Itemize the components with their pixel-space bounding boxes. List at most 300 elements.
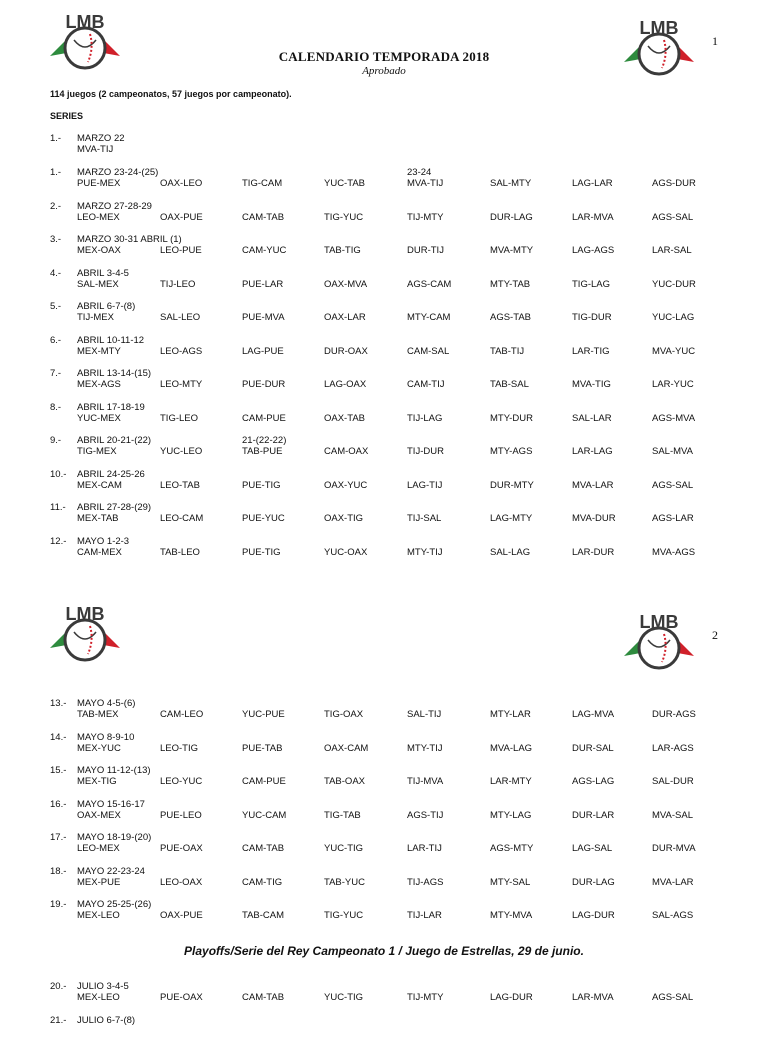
game: [324, 279, 367, 290]
game-label: OAX-LEO: [160, 178, 203, 189]
game-label: MTY-AGS: [490, 446, 533, 457]
game-label: PUE-MEX: [77, 178, 121, 189]
game-label: TIG-YUC: [324, 910, 364, 921]
game-label: PUE-LAR: [242, 278, 284, 290]
series-date: ABRIL 3-4-5: [77, 267, 129, 279]
game: [407, 245, 444, 256]
series-row: [0, 301, 768, 327]
series-row: [0, 866, 768, 892]
game-label: CAM-MEX: [77, 546, 122, 558]
series-row: [0, 899, 768, 925]
game-label: MVA-LAR: [652, 876, 694, 888]
game-label: YUC-DUR: [652, 278, 696, 290]
game-label: PUE-YUC: [242, 513, 285, 524]
game: [652, 877, 694, 888]
game: [490, 346, 524, 357]
game-label: LEO-MTY: [160, 379, 203, 390]
game-label: LAG-MVA: [572, 709, 615, 720]
game-label: MVA-AGS: [652, 546, 696, 558]
game-label: LAG-LAR: [572, 178, 613, 189]
game: [242, 992, 284, 1003]
game-label: MVA-TIG: [572, 379, 611, 390]
series-date: ABRIL 6-7-(8): [77, 301, 136, 312]
game: [324, 446, 368, 457]
game: [407, 743, 443, 754]
game-label: TAB-PUE: [242, 446, 283, 457]
game-label: MEX-LEO: [77, 992, 120, 1003]
series-number: 16.-: [50, 798, 67, 810]
series-number: 20.-: [50, 981, 67, 992]
game-label: TAB-TIJ: [490, 345, 525, 357]
game: [490, 513, 532, 524]
game: [324, 810, 361, 821]
game-label: TIJ-MVA: [407, 776, 444, 787]
game-label: PUE-TIG: [242, 546, 281, 558]
game: [160, 743, 198, 754]
game: [160, 446, 202, 457]
series-date: ABRIL 27-28-(29): [77, 502, 152, 513]
series-number: 13.-: [50, 698, 67, 709]
series-date: MAYO 22-23-24: [77, 865, 145, 877]
game-label: LEO-TAB: [160, 479, 200, 491]
game: [77, 709, 119, 720]
lmb-logo-left-p2: [44, 600, 126, 664]
game: [242, 379, 285, 390]
game-label: LAR-TIG: [572, 345, 610, 357]
game: [77, 843, 120, 854]
game-label: MEX-PUE: [77, 876, 121, 888]
series-date: MARZO 23-24-(25): [77, 167, 159, 178]
game-label: PUE-OAX: [160, 992, 203, 1003]
game: [77, 245, 121, 256]
series-row: [0, 167, 768, 193]
game: [572, 480, 614, 491]
svg-text:LMB: LMB: [639, 18, 679, 38]
game-label: DUR-TIJ: [407, 245, 444, 256]
game: [652, 245, 692, 256]
game: [242, 279, 283, 290]
series-row: [0, 234, 768, 260]
series-date: MAYO 4-5-(6): [77, 698, 136, 709]
game-label: MTY-LAR: [490, 709, 531, 720]
game-label: AGS-LAG: [572, 776, 615, 787]
game-label: SAL-MTY: [490, 178, 532, 189]
game: [572, 992, 614, 1003]
game-label: CAM-PUE: [242, 412, 286, 424]
series-row: [0, 732, 768, 758]
game: [572, 709, 614, 720]
series-date: JULIO 6-7-(8): [77, 1014, 136, 1026]
game-label: LAG-DUR: [490, 992, 533, 1003]
game: [572, 843, 612, 854]
game: [407, 547, 443, 558]
game-label: SAL-MVA: [652, 446, 694, 457]
game: [407, 810, 443, 821]
game: [77, 379, 121, 390]
game: [160, 480, 200, 491]
game-label: MEX-LEO: [77, 910, 120, 921]
page-number: 1: [712, 34, 718, 48]
game-label: LEO-OAX: [160, 876, 203, 888]
game-label: TIG-MEX: [77, 446, 117, 457]
game-label: TAB-SAL: [490, 379, 529, 390]
games-summary: 114 juegos (2 campeonatos, 57 juegos por campeonato).: [50, 89, 292, 99]
series-number: 6.-: [50, 334, 62, 346]
game: [160, 413, 198, 424]
game: [407, 776, 443, 787]
game-date-note: 23-24: [407, 167, 432, 178]
game: [242, 843, 284, 854]
game: [242, 480, 281, 491]
game: [160, 245, 202, 256]
game: [324, 992, 363, 1003]
game-label: MTY-DUR: [490, 412, 533, 424]
game: [324, 379, 366, 390]
game-label: MEX-OAX: [77, 245, 121, 256]
game-label: MTY-CAM: [407, 312, 451, 323]
series-number: 3.-: [50, 234, 62, 245]
series-heading: SERIES: [50, 111, 84, 121]
game-label: DUR-MTY: [490, 479, 534, 491]
game-label: DUR-LAG: [490, 211, 533, 223]
game: [407, 212, 443, 223]
game-label: AGS-TAB: [490, 312, 531, 323]
game: [242, 877, 282, 888]
game: [242, 547, 281, 558]
game-label: TIJ-DUR: [407, 446, 444, 457]
game-label: AGS-MTY: [490, 843, 534, 854]
game: [652, 709, 696, 720]
series-number: 18.-: [50, 865, 67, 877]
game: [242, 178, 282, 189]
game-label: CAM-OAX: [324, 446, 369, 457]
game: [572, 379, 611, 390]
game: [572, 312, 612, 323]
game-label: LAG-MTY: [490, 513, 533, 524]
game-label: TIG-OAX: [324, 709, 364, 720]
game-label: LAG-TIJ: [407, 479, 443, 491]
series-date: ABRIL 17-18-19: [77, 401, 145, 413]
game-label: YUC-CAM: [242, 809, 287, 821]
game-label: LAR-YUC: [652, 379, 694, 390]
game: [242, 245, 286, 256]
game: [407, 346, 449, 357]
game-label: LAG-PUE: [242, 345, 284, 357]
game: [242, 776, 286, 787]
game: [652, 810, 693, 821]
game: [324, 312, 366, 323]
series-date: ABRIL 24-25-26: [77, 468, 145, 480]
page-subtitle: Aprobado: [362, 65, 406, 77]
game: [77, 413, 121, 424]
game-label: CAM-TAB: [242, 992, 285, 1003]
game: [572, 513, 616, 524]
game-label: PUE-OAX: [160, 843, 203, 854]
game-label: AGS-CAM: [407, 278, 452, 290]
game-label: SAL-LAR: [572, 412, 612, 424]
game: [160, 379, 202, 390]
game-date-note: 21-(22-22): [242, 435, 287, 446]
game-label: LAR-AGS: [652, 742, 694, 754]
series-row: [0, 502, 768, 528]
game-label: CAM-TAB: [242, 843, 285, 854]
series-date: MAYO 18-19-(20): [77, 832, 152, 843]
game-label: LAR-DUR: [572, 546, 615, 558]
game-label: LAR-MVA: [572, 992, 614, 1003]
game: [490, 279, 530, 290]
series-date: JULIO 3-4-5: [77, 981, 129, 992]
game: [160, 513, 203, 524]
game-label: AGS-DUR: [652, 178, 696, 189]
series-number: 12.-: [50, 535, 67, 547]
game-label: LEO-MEX: [77, 211, 120, 223]
game-label: MEX-TIG: [77, 776, 117, 787]
game: [242, 346, 284, 357]
game: [572, 178, 613, 189]
game: [652, 279, 696, 290]
game-label: MEX-YUC: [77, 742, 121, 754]
game: [324, 212, 363, 223]
page-title: CALENDARIO TEMPORADA 2018: [278, 49, 490, 64]
game: [490, 810, 531, 821]
game-label: SAL-MEX: [77, 278, 119, 290]
game-label: YUC-PUE: [242, 709, 285, 720]
game: [324, 480, 367, 491]
game: [242, 312, 285, 323]
game: [572, 910, 615, 921]
game: [407, 513, 441, 524]
game-label: LAR-MVA: [572, 211, 614, 223]
game: [324, 245, 361, 256]
series-number: 1.-: [50, 133, 62, 144]
game: [490, 709, 531, 720]
game-label: OAX-PUE: [160, 211, 203, 223]
series-row: [0, 435, 768, 461]
game: [652, 413, 695, 424]
game: [324, 547, 367, 558]
series-date: MARZO 22: [77, 133, 125, 144]
game: [324, 513, 363, 524]
game-label: AGS-SAL: [652, 211, 694, 223]
game-label: DUR-MVA: [652, 843, 696, 854]
game-label: SAL-TIJ: [407, 709, 442, 720]
game: [77, 776, 117, 787]
series-row: [0, 268, 768, 294]
game: [652, 776, 694, 787]
game-label: PUE-TIG: [242, 479, 281, 491]
series-number: 5.-: [50, 301, 62, 312]
game: [242, 743, 282, 754]
game-label: MVA-MTY: [490, 245, 534, 256]
game: [490, 877, 530, 888]
game: [490, 446, 532, 457]
game-label: SAL-DUR: [652, 776, 694, 787]
game-label: MVA-YUC: [652, 345, 696, 357]
game-label: LEO-AGS: [160, 345, 203, 357]
game: [77, 513, 119, 524]
svg-text:LMB: LMB: [65, 604, 105, 624]
game: [242, 810, 286, 821]
game: [160, 346, 202, 357]
game-label: TIJ-LAR: [407, 910, 442, 921]
series-date: ABRIL 20-21-(22): [77, 435, 152, 446]
game-label: TIG-LAG: [572, 278, 611, 290]
game: [407, 312, 450, 323]
game: [572, 547, 614, 558]
game: [407, 446, 444, 457]
game: [490, 245, 533, 256]
series-row: [0, 335, 768, 361]
series-row: [0, 368, 768, 394]
game-label: CAM-LEO: [160, 709, 204, 720]
page-number: 2: [712, 628, 718, 642]
game: [490, 547, 530, 558]
game-label: DUR-OAX: [324, 345, 368, 357]
lmb-logo-right-p2: [618, 608, 700, 672]
series-number: 11.-: [50, 502, 66, 513]
game-label: TIG-TAB: [324, 809, 361, 821]
game: [77, 279, 119, 290]
game-label: LAR-TIJ: [407, 843, 442, 854]
game-label: MVA-DUR: [572, 513, 616, 524]
game: [160, 992, 203, 1003]
game-label: DUR-AGS: [652, 709, 696, 720]
game: [572, 346, 609, 357]
game: [160, 312, 200, 323]
game-label: TIJ-MEX: [77, 312, 114, 323]
game: [160, 843, 203, 854]
series-row: [0, 765, 768, 791]
game-label: MVA-LAG: [490, 742, 533, 754]
game-label: AGS-LAR: [652, 513, 694, 524]
game: [160, 810, 202, 821]
game: MVA-TIJ: [77, 144, 114, 155]
game-label: TAB-OAX: [324, 776, 365, 787]
game-label: MEX-CAM: [77, 479, 122, 491]
series-row: [0, 536, 768, 562]
game: [160, 709, 203, 720]
game-label: DUR-LAG: [572, 876, 615, 888]
game-label: LAG-OAX: [324, 379, 367, 390]
game-label: AGS-TIJ: [407, 809, 444, 821]
game: [407, 480, 442, 491]
game-label: DUR-LAR: [572, 809, 615, 821]
game: [407, 167, 444, 189]
game-label: MVA-TIJ: [407, 178, 444, 189]
game-label: LAG-DUR: [572, 910, 615, 921]
series-row: [0, 981, 768, 1007]
game-label: PUE-MVA: [242, 312, 285, 323]
game: [242, 413, 286, 424]
game: [490, 743, 532, 754]
game-label: AGS-MVA: [652, 412, 696, 424]
game: [242, 910, 284, 921]
game-label: CAM-PUE: [242, 776, 286, 787]
series-row: [0, 1015, 768, 1041]
game: [572, 279, 610, 290]
series-date: MAYO 11-12-(13): [77, 765, 151, 776]
series-number: 14.-: [50, 731, 67, 743]
game-label: SAL-AGS: [652, 910, 694, 921]
series-number: 15.-: [50, 765, 67, 776]
series-number: 17.-: [50, 832, 67, 843]
game: [490, 379, 529, 390]
series-row: [0, 201, 768, 227]
game: [407, 843, 442, 854]
game-label: MTY-SAL: [490, 876, 531, 888]
game: [490, 776, 532, 787]
game: [324, 743, 368, 754]
game-label: MTY-TIJ: [407, 546, 443, 558]
game: [407, 910, 442, 921]
game: [77, 810, 121, 821]
game-label: SAL-LEO: [160, 312, 201, 323]
game: [572, 810, 614, 821]
game: [160, 776, 202, 787]
game: [407, 992, 443, 1003]
game: [324, 843, 363, 854]
game-label: TIG-DUR: [572, 312, 612, 323]
game: [652, 743, 694, 754]
game: [242, 513, 285, 524]
game: [77, 910, 120, 921]
game-label: OAX-PUE: [160, 910, 203, 921]
game: [572, 446, 613, 457]
game-label: PUE-TAB: [242, 742, 283, 754]
game-label: YUC-TIG: [324, 992, 364, 1003]
game-label: CAM-TAB: [242, 211, 285, 223]
game-label: PUE-DUR: [242, 379, 286, 390]
series-row: [0, 698, 768, 724]
game: [407, 709, 441, 720]
game-label: DUR-SAL: [572, 742, 614, 754]
game: [490, 910, 532, 921]
game-label: OAX-TAB: [324, 412, 365, 424]
game: [652, 910, 693, 921]
series-number: 4.-: [50, 267, 62, 279]
game: [652, 178, 696, 189]
game-label: LEO-YUC: [160, 776, 203, 787]
game-label: OAX-CAM: [324, 742, 369, 754]
game: [242, 709, 285, 720]
series-date: MARZO 27-28-29: [77, 200, 152, 212]
series-date: MAYO 15-16-17: [77, 798, 145, 810]
series-number: 7.-: [50, 368, 62, 379]
game-label: CAM-TIG: [242, 876, 283, 888]
game-label: LEO-CAM: [160, 513, 204, 524]
series-date: ABRIL 13-14-(15): [77, 368, 152, 379]
series-number: 2.-: [50, 200, 62, 212]
game: [324, 877, 365, 888]
game-label: LAR-LAG: [572, 446, 613, 457]
game: [77, 480, 122, 491]
game: [77, 547, 122, 558]
game: [572, 245, 614, 256]
game-label: TIJ-SAL: [407, 513, 442, 524]
game-label: TAB-MEX: [77, 709, 119, 720]
game: [160, 547, 200, 558]
series-date: MAYO 25-25-(26): [77, 899, 152, 910]
series-number: 8.-: [50, 401, 62, 413]
game: [572, 413, 612, 424]
game: [324, 776, 365, 787]
game: [490, 480, 534, 491]
game: [77, 992, 120, 1003]
game-label: SAL-LAG: [490, 546, 531, 558]
game: [572, 877, 615, 888]
game: [324, 709, 363, 720]
game: [242, 435, 287, 457]
